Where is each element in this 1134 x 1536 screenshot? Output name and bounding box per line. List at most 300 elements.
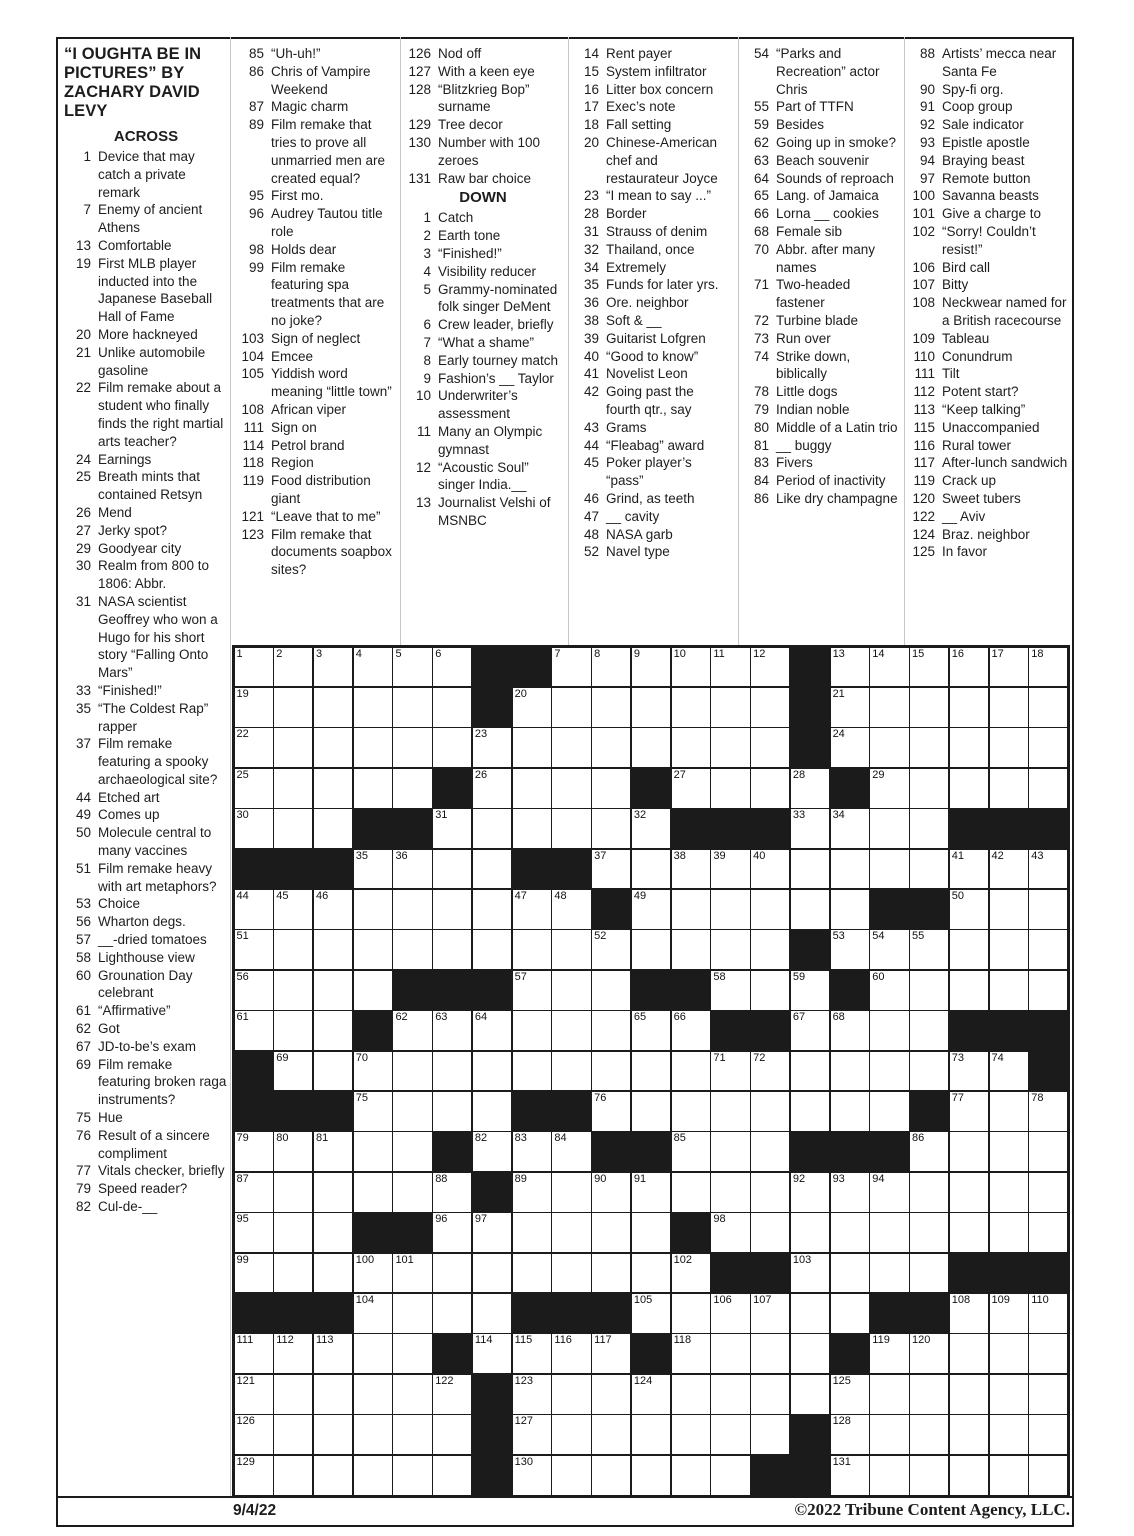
grid-cell[interactable] bbox=[831, 809, 869, 848]
grid-cell[interactable] bbox=[632, 1254, 670, 1293]
grid-cell[interactable] bbox=[473, 850, 511, 889]
grid-cell[interactable] bbox=[791, 1173, 829, 1212]
grid-cell[interactable] bbox=[950, 890, 988, 929]
grid-cell[interactable] bbox=[751, 1092, 789, 1131]
grid-cell[interactable] bbox=[513, 890, 551, 929]
grid-cell[interactable] bbox=[711, 890, 749, 929]
grid-cell[interactable] bbox=[393, 1456, 431, 1495]
grid-cell[interactable] bbox=[314, 1415, 352, 1454]
grid-cell[interactable] bbox=[672, 1173, 710, 1212]
grid-cell[interactable] bbox=[393, 1415, 431, 1454]
grid-cell[interactable] bbox=[711, 1334, 749, 1373]
grid-cell[interactable] bbox=[711, 648, 749, 687]
grid-cell[interactable] bbox=[990, 850, 1028, 889]
grid-cell[interactable] bbox=[870, 930, 908, 969]
grid-cell[interactable] bbox=[870, 850, 908, 889]
grid-cell[interactable] bbox=[1029, 850, 1067, 889]
grid-cell[interactable] bbox=[592, 728, 630, 767]
grid-cell[interactable] bbox=[831, 930, 869, 969]
grid-cell[interactable] bbox=[672, 1052, 710, 1091]
grid-cell[interactable] bbox=[950, 1334, 988, 1373]
grid-cell[interactable] bbox=[870, 1213, 908, 1252]
grid-cell[interactable] bbox=[473, 930, 511, 969]
grid-cell[interactable] bbox=[473, 1052, 511, 1091]
grid-cell[interactable] bbox=[513, 1456, 551, 1495]
grid-cell[interactable] bbox=[1029, 971, 1067, 1010]
grid-cell[interactable] bbox=[513, 1132, 551, 1171]
grid-cell[interactable] bbox=[632, 1092, 670, 1131]
grid-cell[interactable] bbox=[235, 1415, 273, 1454]
grid-cell[interactable] bbox=[274, 1011, 312, 1050]
grid-cell[interactable] bbox=[473, 728, 511, 767]
grid-cell[interactable] bbox=[513, 809, 551, 848]
grid-cell[interactable] bbox=[473, 1011, 511, 1050]
grid-cell[interactable] bbox=[950, 930, 988, 969]
grid-cell[interactable] bbox=[513, 1052, 551, 1091]
grid-cell[interactable] bbox=[831, 648, 869, 687]
grid-cell[interactable] bbox=[950, 1052, 988, 1091]
grid-cell[interactable] bbox=[354, 769, 392, 808]
grid-cell[interactable] bbox=[672, 930, 710, 969]
grid-cell[interactable] bbox=[274, 1052, 312, 1091]
grid-cell[interactable] bbox=[632, 1173, 670, 1212]
grid-cell[interactable] bbox=[433, 809, 471, 848]
grid-cell[interactable] bbox=[274, 648, 312, 687]
grid-cell[interactable] bbox=[235, 971, 273, 1010]
grid-cell[interactable] bbox=[870, 1092, 908, 1131]
grid-cell[interactable] bbox=[791, 1294, 829, 1333]
grid-cell[interactable] bbox=[592, 809, 630, 848]
grid-cell[interactable] bbox=[393, 769, 431, 808]
grid-cell[interactable] bbox=[910, 1375, 948, 1414]
grid-cell[interactable] bbox=[672, 1456, 710, 1495]
grid-cell[interactable] bbox=[632, 728, 670, 767]
grid-cell[interactable] bbox=[1029, 769, 1067, 808]
grid-cell[interactable] bbox=[990, 1415, 1028, 1454]
grid-cell[interactable] bbox=[711, 1415, 749, 1454]
grid-cell[interactable] bbox=[870, 1011, 908, 1050]
grid-cell[interactable] bbox=[950, 1415, 988, 1454]
grid-cell[interactable] bbox=[235, 769, 273, 808]
grid-cell[interactable] bbox=[592, 971, 630, 1010]
grid-cell[interactable] bbox=[831, 688, 869, 727]
grid-cell[interactable] bbox=[433, 1415, 471, 1454]
grid-cell[interactable] bbox=[950, 769, 988, 808]
grid-cell[interactable] bbox=[473, 809, 511, 848]
grid-cell[interactable] bbox=[314, 1456, 352, 1495]
grid-cell[interactable] bbox=[274, 1456, 312, 1495]
grid-cell[interactable] bbox=[910, 850, 948, 889]
grid-cell[interactable] bbox=[393, 688, 431, 727]
grid-cell[interactable] bbox=[433, 1092, 471, 1131]
grid-cell[interactable] bbox=[513, 1254, 551, 1293]
grid-cell[interactable] bbox=[950, 1132, 988, 1171]
grid-cell[interactable] bbox=[552, 1415, 590, 1454]
grid-cell[interactable] bbox=[910, 1456, 948, 1495]
grid-cell[interactable] bbox=[990, 648, 1028, 687]
grid-cell[interactable] bbox=[592, 930, 630, 969]
grid-cell[interactable] bbox=[393, 1173, 431, 1212]
grid-cell[interactable] bbox=[354, 1052, 392, 1091]
grid-cell[interactable] bbox=[632, 1052, 670, 1091]
grid-cell[interactable] bbox=[274, 890, 312, 929]
grid-cell[interactable] bbox=[552, 809, 590, 848]
grid-cell[interactable] bbox=[592, 1011, 630, 1050]
grid-cell[interactable] bbox=[990, 1173, 1028, 1212]
grid-cell[interactable] bbox=[632, 648, 670, 687]
grid-cell[interactable] bbox=[950, 1173, 988, 1212]
grid-cell[interactable] bbox=[235, 1132, 273, 1171]
grid-cell[interactable] bbox=[314, 930, 352, 969]
grid-cell[interactable] bbox=[950, 1294, 988, 1333]
grid-cell[interactable] bbox=[950, 728, 988, 767]
grid-cell[interactable] bbox=[791, 1052, 829, 1091]
grid-cell[interactable] bbox=[354, 1092, 392, 1131]
grid-cell[interactable] bbox=[672, 1132, 710, 1171]
grid-cell[interactable] bbox=[513, 1173, 551, 1212]
grid-cell[interactable] bbox=[473, 1254, 511, 1293]
grid-cell[interactable] bbox=[354, 648, 392, 687]
grid-cell[interactable] bbox=[672, 1092, 710, 1131]
grid-cell[interactable] bbox=[433, 728, 471, 767]
grid-cell[interactable] bbox=[552, 1173, 590, 1212]
grid-cell[interactable] bbox=[592, 1456, 630, 1495]
grid-cell[interactable] bbox=[433, 1052, 471, 1091]
grid-cell[interactable] bbox=[274, 1173, 312, 1212]
grid-cell[interactable] bbox=[513, 728, 551, 767]
grid-cell[interactable] bbox=[433, 1173, 471, 1212]
grid-cell[interactable] bbox=[751, 1375, 789, 1414]
grid-cell[interactable] bbox=[1029, 930, 1067, 969]
grid-cell[interactable] bbox=[751, 1213, 789, 1252]
grid-cell[interactable] bbox=[711, 930, 749, 969]
grid-cell[interactable] bbox=[1029, 1415, 1067, 1454]
grid-cell[interactable] bbox=[711, 769, 749, 808]
grid-cell[interactable] bbox=[314, 688, 352, 727]
grid-cell[interactable] bbox=[592, 1213, 630, 1252]
grid-cell[interactable] bbox=[513, 1213, 551, 1252]
grid-cell[interactable] bbox=[1029, 1092, 1067, 1131]
grid-cell[interactable] bbox=[990, 971, 1028, 1010]
grid-cell[interactable] bbox=[910, 648, 948, 687]
grid-cell[interactable] bbox=[235, 1213, 273, 1252]
grid-cell[interactable] bbox=[791, 1375, 829, 1414]
grid-cell[interactable] bbox=[831, 850, 869, 889]
grid-cell[interactable] bbox=[990, 1375, 1028, 1414]
grid-cell[interactable] bbox=[433, 648, 471, 687]
grid-cell[interactable] bbox=[791, 1334, 829, 1373]
grid-cell[interactable] bbox=[274, 1132, 312, 1171]
grid-cell[interactable] bbox=[791, 890, 829, 929]
grid-cell[interactable] bbox=[393, 890, 431, 929]
grid-cell[interactable] bbox=[235, 1173, 273, 1212]
grid-cell[interactable] bbox=[513, 769, 551, 808]
grid-cell[interactable] bbox=[513, 930, 551, 969]
grid-cell[interactable] bbox=[711, 1173, 749, 1212]
grid-cell[interactable] bbox=[473, 1334, 511, 1373]
grid-cell[interactable] bbox=[592, 1415, 630, 1454]
grid-cell[interactable] bbox=[592, 1375, 630, 1414]
grid-cell[interactable] bbox=[910, 1334, 948, 1373]
grid-cell[interactable] bbox=[314, 1254, 352, 1293]
grid-cell[interactable] bbox=[552, 688, 590, 727]
grid-cell[interactable] bbox=[354, 1375, 392, 1414]
grid-cell[interactable] bbox=[711, 688, 749, 727]
grid-cell[interactable] bbox=[354, 1173, 392, 1212]
grid-cell[interactable] bbox=[632, 688, 670, 727]
grid-cell[interactable] bbox=[473, 1213, 511, 1252]
grid-cell[interactable] bbox=[235, 688, 273, 727]
grid-cell[interactable] bbox=[552, 648, 590, 687]
grid-cell[interactable] bbox=[910, 1415, 948, 1454]
grid-cell[interactable] bbox=[552, 1254, 590, 1293]
grid-cell[interactable] bbox=[235, 890, 273, 929]
grid-cell[interactable] bbox=[950, 648, 988, 687]
grid-cell[interactable] bbox=[950, 1456, 988, 1495]
grid-cell[interactable] bbox=[711, 1213, 749, 1252]
grid-cell[interactable] bbox=[990, 728, 1028, 767]
grid-cell[interactable] bbox=[632, 930, 670, 969]
grid-cell[interactable] bbox=[314, 1213, 352, 1252]
grid-cell[interactable] bbox=[632, 1415, 670, 1454]
grid-cell[interactable] bbox=[990, 890, 1028, 929]
grid-cell[interactable] bbox=[791, 850, 829, 889]
grid-cell[interactable] bbox=[632, 850, 670, 889]
grid-cell[interactable] bbox=[672, 1294, 710, 1333]
grid-cell[interactable] bbox=[354, 1254, 392, 1293]
grid-cell[interactable] bbox=[473, 890, 511, 929]
grid-cell[interactable] bbox=[831, 890, 869, 929]
grid-cell[interactable] bbox=[393, 1092, 431, 1131]
grid-cell[interactable] bbox=[433, 1294, 471, 1333]
grid-cell[interactable] bbox=[473, 1092, 511, 1131]
grid-cell[interactable] bbox=[354, 1294, 392, 1333]
grid-cell[interactable] bbox=[393, 1132, 431, 1171]
grid-cell[interactable] bbox=[274, 971, 312, 1010]
grid-cell[interactable] bbox=[910, 1052, 948, 1091]
grid-cell[interactable] bbox=[1029, 1456, 1067, 1495]
grid-cell[interactable] bbox=[632, 1294, 670, 1333]
grid-cell[interactable] bbox=[393, 728, 431, 767]
grid-cell[interactable] bbox=[791, 971, 829, 1010]
grid-cell[interactable] bbox=[870, 769, 908, 808]
grid-cell[interactable] bbox=[473, 769, 511, 808]
grid-cell[interactable] bbox=[791, 769, 829, 808]
grid-cell[interactable] bbox=[950, 1213, 988, 1252]
grid-cell[interactable] bbox=[990, 688, 1028, 727]
grid-cell[interactable] bbox=[592, 648, 630, 687]
grid-cell[interactable] bbox=[751, 850, 789, 889]
grid-cell[interactable] bbox=[990, 769, 1028, 808]
grid-cell[interactable] bbox=[950, 850, 988, 889]
grid-cell[interactable] bbox=[354, 930, 392, 969]
grid-cell[interactable] bbox=[393, 930, 431, 969]
grid-cell[interactable] bbox=[711, 1456, 749, 1495]
grid-cell[interactable] bbox=[354, 971, 392, 1010]
grid-cell[interactable] bbox=[235, 728, 273, 767]
grid-cell[interactable] bbox=[1029, 1375, 1067, 1414]
grid-cell[interactable] bbox=[632, 1456, 670, 1495]
grid-cell[interactable] bbox=[751, 769, 789, 808]
grid-cell[interactable] bbox=[751, 1294, 789, 1333]
grid-cell[interactable] bbox=[910, 1173, 948, 1212]
grid-cell[interactable] bbox=[751, 971, 789, 1010]
grid-cell[interactable] bbox=[314, 809, 352, 848]
grid-cell[interactable] bbox=[354, 1334, 392, 1373]
grid-cell[interactable] bbox=[831, 1254, 869, 1293]
grid-cell[interactable] bbox=[791, 1011, 829, 1050]
grid-cell[interactable] bbox=[552, 1052, 590, 1091]
grid-cell[interactable] bbox=[672, 728, 710, 767]
grid-cell[interactable] bbox=[592, 769, 630, 808]
grid-cell[interactable] bbox=[751, 648, 789, 687]
grid-cell[interactable] bbox=[870, 728, 908, 767]
grid-cell[interactable] bbox=[513, 971, 551, 1010]
grid-cell[interactable] bbox=[513, 1375, 551, 1414]
grid-cell[interactable] bbox=[950, 971, 988, 1010]
grid-cell[interactable] bbox=[831, 1456, 869, 1495]
grid-cell[interactable] bbox=[552, 971, 590, 1010]
grid-cell[interactable] bbox=[393, 1052, 431, 1091]
grid-cell[interactable] bbox=[831, 728, 869, 767]
grid-cell[interactable] bbox=[1029, 1213, 1067, 1252]
grid-cell[interactable] bbox=[672, 769, 710, 808]
grid-cell[interactable] bbox=[552, 769, 590, 808]
grid-cell[interactable] bbox=[473, 1132, 511, 1171]
grid-cell[interactable] bbox=[393, 648, 431, 687]
grid-cell[interactable] bbox=[552, 1011, 590, 1050]
grid-cell[interactable] bbox=[711, 1092, 749, 1131]
grid-cell[interactable] bbox=[314, 1132, 352, 1171]
grid-cell[interactable] bbox=[314, 728, 352, 767]
grid-cell[interactable] bbox=[870, 688, 908, 727]
grid-cell[interactable] bbox=[791, 809, 829, 848]
grid-cell[interactable] bbox=[950, 688, 988, 727]
grid-cell[interactable] bbox=[672, 688, 710, 727]
grid-cell[interactable] bbox=[354, 1132, 392, 1171]
grid-cell[interactable] bbox=[592, 688, 630, 727]
grid-cell[interactable] bbox=[314, 971, 352, 1010]
grid-cell[interactable] bbox=[870, 971, 908, 1010]
grid-cell[interactable] bbox=[791, 1213, 829, 1252]
grid-cell[interactable] bbox=[235, 1011, 273, 1050]
grid-cell[interactable] bbox=[433, 1375, 471, 1414]
grid-cell[interactable] bbox=[552, 930, 590, 969]
grid-cell[interactable] bbox=[552, 1456, 590, 1495]
grid-cell[interactable] bbox=[354, 688, 392, 727]
grid-cell[interactable] bbox=[791, 1092, 829, 1131]
grid-cell[interactable] bbox=[910, 1011, 948, 1050]
grid-cell[interactable] bbox=[1029, 890, 1067, 929]
grid-cell[interactable] bbox=[314, 769, 352, 808]
grid-cell[interactable] bbox=[592, 1052, 630, 1091]
grid-cell[interactable] bbox=[791, 1254, 829, 1293]
grid-cell[interactable] bbox=[870, 648, 908, 687]
grid-cell[interactable] bbox=[831, 1173, 869, 1212]
grid-cell[interactable] bbox=[711, 1132, 749, 1171]
grid-cell[interactable] bbox=[552, 1375, 590, 1414]
grid-cell[interactable] bbox=[1029, 1173, 1067, 1212]
grid-cell[interactable] bbox=[831, 1294, 869, 1333]
grid-cell[interactable] bbox=[672, 1415, 710, 1454]
grid-cell[interactable] bbox=[274, 809, 312, 848]
grid-cell[interactable] bbox=[751, 890, 789, 929]
grid-cell[interactable] bbox=[592, 1334, 630, 1373]
grid-cell[interactable] bbox=[235, 930, 273, 969]
grid-cell[interactable] bbox=[274, 769, 312, 808]
grid-cell[interactable] bbox=[513, 688, 551, 727]
grid-cell[interactable] bbox=[235, 648, 273, 687]
grid-cell[interactable] bbox=[831, 1213, 869, 1252]
grid-cell[interactable] bbox=[314, 1375, 352, 1414]
grid-cell[interactable] bbox=[870, 1173, 908, 1212]
grid-cell[interactable] bbox=[990, 1052, 1028, 1091]
grid-cell[interactable] bbox=[870, 1334, 908, 1373]
grid-cell[interactable] bbox=[990, 1132, 1028, 1171]
grid-cell[interactable] bbox=[672, 1254, 710, 1293]
grid-cell[interactable] bbox=[672, 850, 710, 889]
grid-cell[interactable] bbox=[433, 1011, 471, 1050]
grid-cell[interactable] bbox=[632, 1213, 670, 1252]
grid-cell[interactable] bbox=[433, 1254, 471, 1293]
grid-cell[interactable] bbox=[592, 850, 630, 889]
grid-cell[interactable] bbox=[592, 1173, 630, 1212]
grid-cell[interactable] bbox=[672, 1375, 710, 1414]
grid-cell[interactable] bbox=[354, 728, 392, 767]
grid-cell[interactable] bbox=[870, 809, 908, 848]
grid-cell[interactable] bbox=[672, 1011, 710, 1050]
grid-cell[interactable] bbox=[1029, 648, 1067, 687]
grid-cell[interactable] bbox=[751, 930, 789, 969]
grid-cell[interactable] bbox=[433, 930, 471, 969]
grid-cell[interactable] bbox=[870, 1052, 908, 1091]
grid-cell[interactable] bbox=[910, 1254, 948, 1293]
grid-cell[interactable] bbox=[751, 688, 789, 727]
grid-cell[interactable] bbox=[592, 1092, 630, 1131]
grid-cell[interactable] bbox=[990, 930, 1028, 969]
grid-cell[interactable] bbox=[672, 1334, 710, 1373]
grid-cell[interactable] bbox=[513, 1011, 551, 1050]
grid-cell[interactable] bbox=[751, 1132, 789, 1171]
grid-cell[interactable] bbox=[990, 1456, 1028, 1495]
grid-cell[interactable] bbox=[870, 1254, 908, 1293]
grid-cell[interactable] bbox=[235, 1254, 273, 1293]
grid-cell[interactable] bbox=[831, 1052, 869, 1091]
grid-cell[interactable] bbox=[672, 648, 710, 687]
grid-cell[interactable] bbox=[235, 1334, 273, 1373]
grid-cell[interactable] bbox=[831, 1092, 869, 1131]
grid-cell[interactable] bbox=[870, 1375, 908, 1414]
grid-cell[interactable] bbox=[274, 1334, 312, 1373]
grid-cell[interactable] bbox=[393, 850, 431, 889]
grid-cell[interactable] bbox=[910, 809, 948, 848]
grid-cell[interactable] bbox=[274, 930, 312, 969]
grid-cell[interactable] bbox=[314, 1173, 352, 1212]
grid-cell[interactable] bbox=[274, 1213, 312, 1252]
grid-cell[interactable] bbox=[910, 728, 948, 767]
grid-cell[interactable] bbox=[274, 688, 312, 727]
grid-cell[interactable] bbox=[990, 1294, 1028, 1333]
grid-cell[interactable] bbox=[831, 1375, 869, 1414]
grid-cell[interactable] bbox=[632, 890, 670, 929]
grid-cell[interactable] bbox=[711, 971, 749, 1010]
grid-cell[interactable] bbox=[393, 1011, 431, 1050]
grid-cell[interactable] bbox=[513, 1415, 551, 1454]
grid-cell[interactable] bbox=[354, 890, 392, 929]
grid-cell[interactable] bbox=[552, 890, 590, 929]
grid-cell[interactable] bbox=[235, 809, 273, 848]
grid-cell[interactable] bbox=[354, 850, 392, 889]
